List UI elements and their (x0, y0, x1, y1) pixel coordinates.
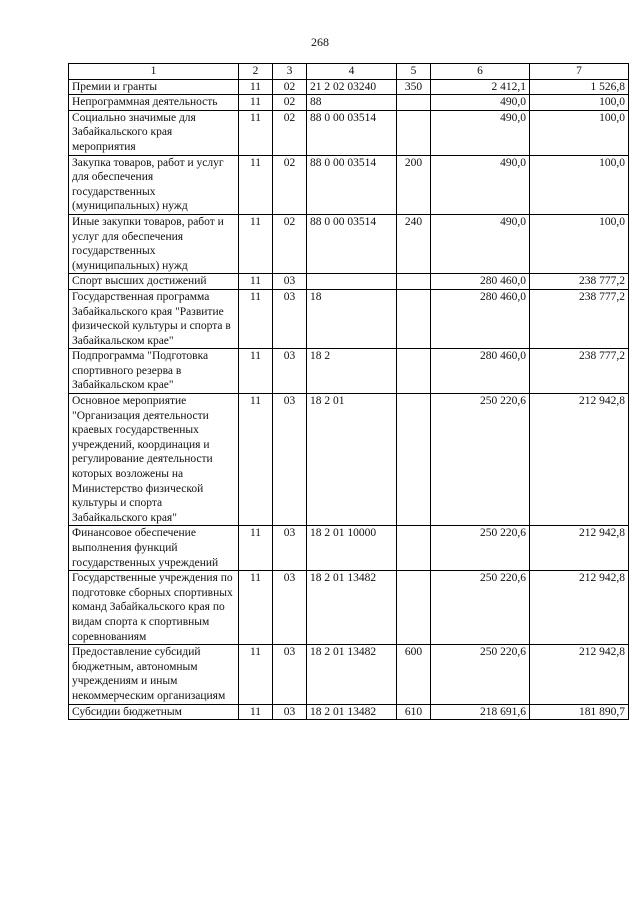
column-header: 7 (530, 64, 629, 80)
section-code-cell: 11 (239, 95, 273, 111)
target-article-cell: 18 2 (307, 349, 397, 394)
subsection-code-cell: 03 (273, 289, 307, 348)
subsection-code-cell: 02 (273, 79, 307, 95)
expense-type-cell: 350 (397, 79, 431, 95)
target-article-cell: 18 2 01 (307, 394, 397, 526)
expense-type-cell (397, 95, 431, 111)
section-code-cell: 11 (239, 155, 273, 214)
expense-type-cell (397, 394, 431, 526)
amount-year-2-cell: 100,0 (530, 155, 629, 214)
subsection-code-cell: 03 (273, 394, 307, 526)
subsection-code-cell: 03 (273, 704, 307, 720)
row-name-cell: Финансовое обеспечение выполнения функций государственных учреждений (69, 526, 239, 571)
budget-table (68, 63, 629, 720)
row-name-cell: Субсидии бюджетным (69, 704, 239, 720)
amount-year-2-cell: 212 942,8 (530, 394, 629, 526)
amount-year-1-cell: 490,0 (431, 110, 530, 155)
amount-year-2-cell: 238 777,2 (530, 349, 629, 394)
amount-year-1-cell: 250 220,6 (431, 394, 530, 526)
section-code-cell: 11 (239, 79, 273, 95)
section-code-cell: 11 (239, 704, 273, 720)
expense-type-cell: 240 (397, 214, 431, 273)
amount-year-1-cell: 250 220,6 (431, 526, 530, 571)
target-article-cell: 18 2 01 10000 (307, 526, 397, 571)
subsection-code-cell: 03 (273, 526, 307, 571)
amount-year-1-cell: 250 220,6 (431, 571, 530, 645)
subsection-code-cell: 02 (273, 95, 307, 111)
row-name-cell: Подпрограмма "Подготовка спортивного резерва в Забайкальском крае" (69, 349, 239, 394)
section-code-cell: 11 (239, 214, 273, 273)
expense-type-cell (397, 526, 431, 571)
amount-year-1-cell: 490,0 (431, 155, 530, 214)
target-article-cell: 88 (307, 95, 397, 111)
expense-type-cell: 200 (397, 155, 431, 214)
row-name-cell: Спорт высших достижений (69, 274, 239, 290)
target-article-cell: 18 2 01 13482 (307, 571, 397, 645)
amount-year-2-cell: 181 890,7 (530, 704, 629, 720)
amount-year-2-cell: 212 942,8 (530, 645, 629, 704)
section-code-cell: 11 (239, 110, 273, 155)
table-row (69, 155, 629, 214)
section-code-cell: 11 (239, 571, 273, 645)
expense-type-cell: 610 (397, 704, 431, 720)
section-code-cell: 11 (239, 645, 273, 704)
row-name-cell: Иные закупки товаров, работ и услуг для обеспечения государственных (муниципальных) нужд (69, 214, 239, 273)
amount-year-2-cell: 238 777,2 (530, 274, 629, 290)
table-row (69, 110, 629, 155)
column-header: 6 (431, 64, 530, 80)
amount-year-1-cell: 2 412,1 (431, 79, 530, 95)
amount-year-2-cell: 1 526,8 (530, 79, 629, 95)
amount-year-2-cell: 100,0 (530, 95, 629, 111)
table-row (69, 704, 629, 720)
table-header-row (69, 64, 629, 80)
section-code-cell: 11 (239, 274, 273, 290)
table-row (69, 274, 629, 290)
amount-year-1-cell: 490,0 (431, 214, 530, 273)
row-name-cell: Предоставление субсидий бюджетным, автономным учреждениям и иным некоммерческим организациям (69, 645, 239, 704)
target-article-cell: 18 2 01 13482 (307, 704, 397, 720)
row-name-cell: Премии и гранты (69, 79, 239, 95)
table-row (69, 349, 629, 394)
table-row (69, 394, 629, 526)
row-name-cell: Закупка товаров, работ и услуг для обеспечения государственных (муниципальных) нужд (69, 155, 239, 214)
amount-year-1-cell: 280 460,0 (431, 289, 530, 348)
row-name-cell: Основное мероприятие "Организация деятельности краевых государственных учреждений, координация и регулирование деятельности которых возложены на Министерство физической культуры и спорта Забайкальского края" (69, 394, 239, 526)
subsection-code-cell: 03 (273, 645, 307, 704)
amount-year-1-cell: 280 460,0 (431, 274, 530, 290)
expense-type-cell (397, 274, 431, 290)
target-article-cell: 21 2 02 03240 (307, 79, 397, 95)
table-row (69, 214, 629, 273)
table-row (69, 289, 629, 348)
target-article-cell (307, 274, 397, 290)
target-article-cell: 88 0 00 03514 (307, 110, 397, 155)
amount-year-2-cell: 100,0 (530, 214, 629, 273)
table-row (69, 571, 629, 645)
column-header: 5 (397, 64, 431, 80)
amount-year-2-cell: 212 942,8 (530, 571, 629, 645)
subsection-code-cell: 03 (273, 274, 307, 290)
target-article-cell: 18 (307, 289, 397, 348)
column-header: 2 (239, 64, 273, 80)
row-name-cell: Социально значимые для Забайкальского края мероприятия (69, 110, 239, 155)
column-header: 1 (69, 64, 239, 80)
section-code-cell: 11 (239, 349, 273, 394)
amount-year-2-cell: 238 777,2 (530, 289, 629, 348)
table-row (69, 645, 629, 704)
amount-year-2-cell: 212 942,8 (530, 526, 629, 571)
target-article-cell: 88 0 00 03514 (307, 214, 397, 273)
row-name-cell: Непрограммная деятельность (69, 95, 239, 111)
page-number: 268 (311, 35, 329, 49)
amount-year-1-cell: 490,0 (431, 95, 530, 111)
column-header: 4 (307, 64, 397, 80)
section-code-cell: 11 (239, 394, 273, 526)
table-row (69, 526, 629, 571)
expense-type-cell (397, 571, 431, 645)
subsection-code-cell: 02 (273, 214, 307, 273)
expense-type-cell: 600 (397, 645, 431, 704)
expense-type-cell (397, 110, 431, 155)
target-article-cell: 88 0 00 03514 (307, 155, 397, 214)
expense-type-cell (397, 349, 431, 394)
amount-year-1-cell: 280 460,0 (431, 349, 530, 394)
expense-type-cell (397, 289, 431, 348)
section-code-cell: 11 (239, 526, 273, 571)
amount-year-2-cell: 100,0 (530, 110, 629, 155)
subsection-code-cell: 02 (273, 110, 307, 155)
table-body (69, 79, 629, 720)
amount-year-1-cell: 250 220,6 (431, 645, 530, 704)
table-row (69, 95, 629, 111)
target-article-cell: 18 2 01 13482 (307, 645, 397, 704)
subsection-code-cell: 03 (273, 349, 307, 394)
table-row (69, 79, 629, 95)
row-name-cell: Государственная программа Забайкальского края "Развитие физической культуры и спорта в Забайкальском крае" (69, 289, 239, 348)
subsection-code-cell: 03 (273, 571, 307, 645)
column-header: 3 (273, 64, 307, 80)
section-code-cell: 11 (239, 289, 273, 348)
row-name-cell: Государственные учреждения по подготовке сборных спортивных команд Забайкальского края по видам спорта к спортивным соревнованиям (69, 571, 239, 645)
amount-year-1-cell: 218 691,6 (431, 704, 530, 720)
subsection-code-cell: 02 (273, 155, 307, 214)
